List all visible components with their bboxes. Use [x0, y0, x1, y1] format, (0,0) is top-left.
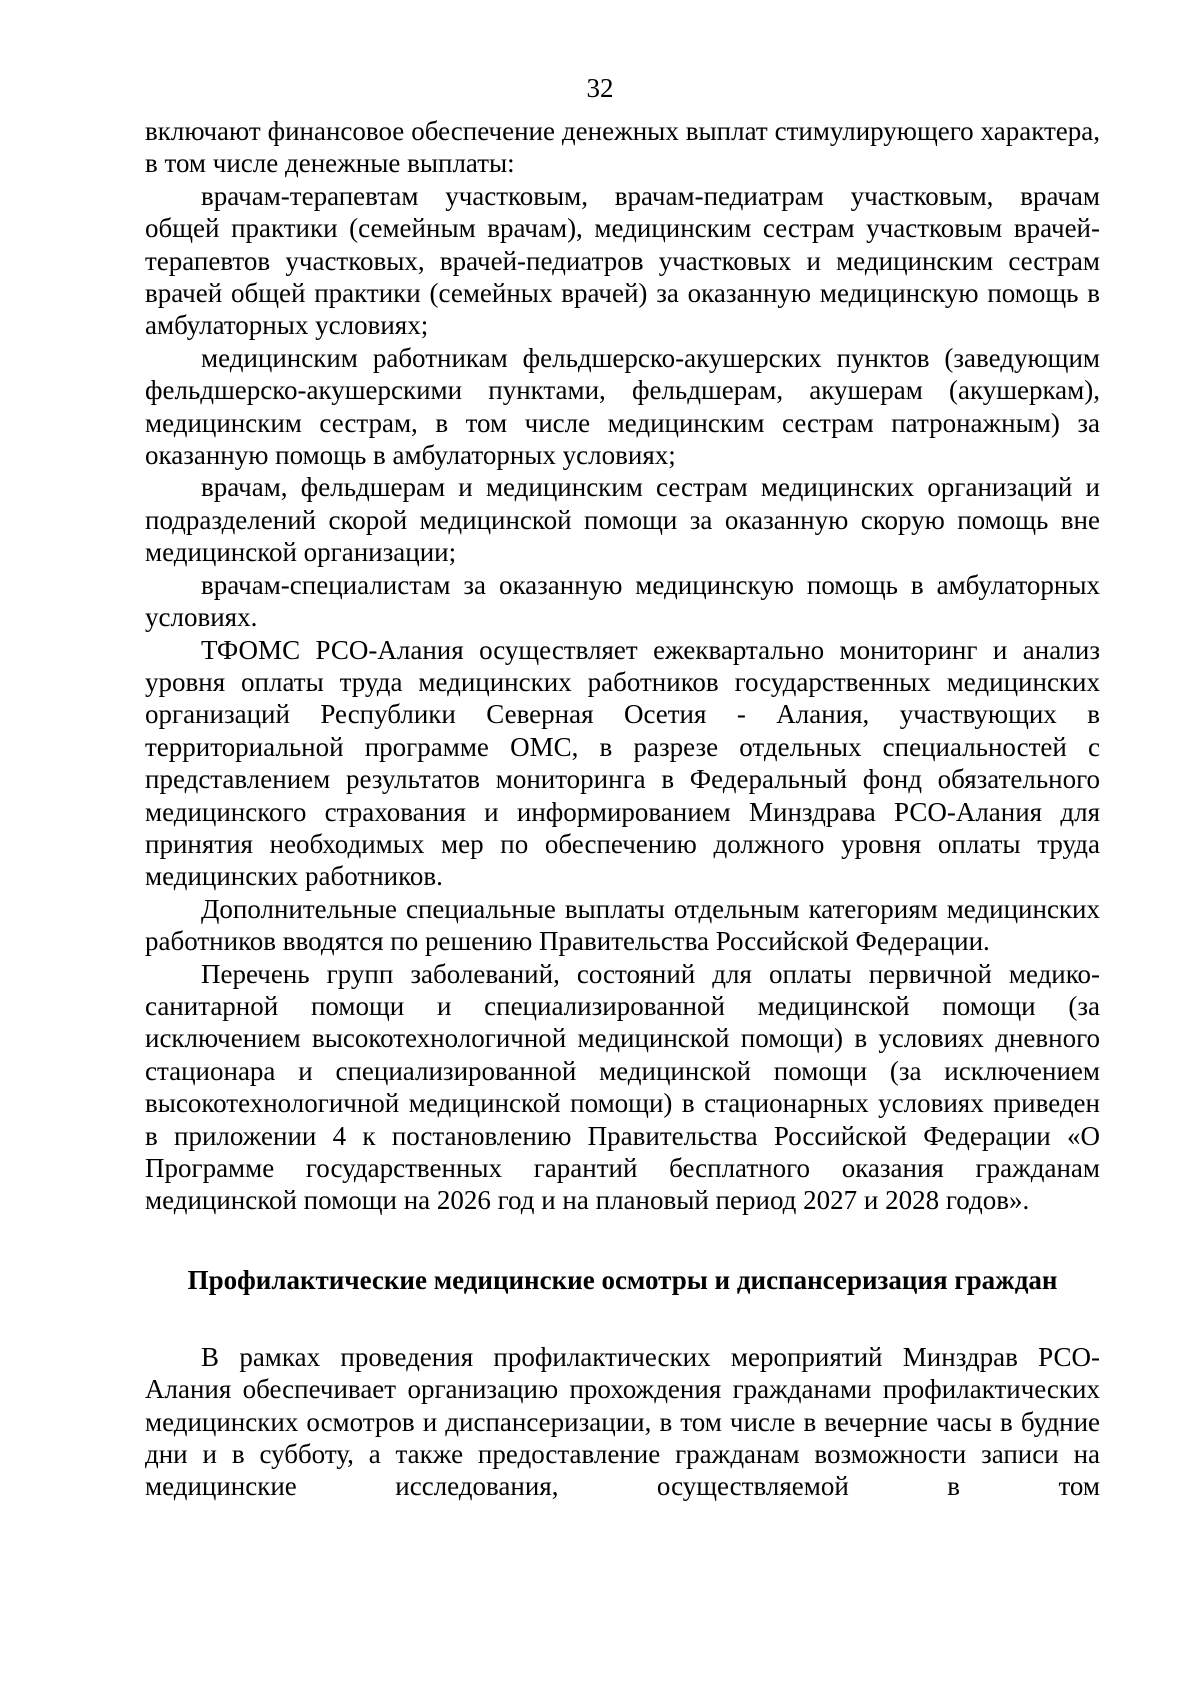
section-heading: Профилактические медицинские осмотры и диспансеризация граждан — [187, 1264, 1058, 1295]
paragraph-disease-groups: Перечень групп заболеваний, состояний для оплаты первичной медико-санитарной помощи и специализированной медицинской помощи (за исключением высокотехнологичной медицинской помощи) в условиях дневного стационара и специализированной медицинской помощи (за исключением высокотехнологичной медицинской помощи) в стационарных условиях приведен в приложении 4 к постановлению Правительства Российской Федерации «О Программе государственных гарантий бесплатного оказания гражданам медицинской помощи на 2026 год и на плановый период 2027 и 2028 годов». — [145, 958, 1100, 1216]
paragraph-therapists: врачам-терапевтам участковым, врачам-педиатрам участковым, врачам общей практики (семейным врачам), медицинским сестрам участковым врачей-терапевтов участковых, врачей-педиатров участковых и медицинским сестрам врачей общей практики (семейных врачей) за оказанную медицинскую помощь в амбулаторных условиях; — [145, 180, 1100, 341]
paragraph-monitoring: ТФОМС РСО-Алания осуществляет ежеквартально мониторинг и анализ уровня оплаты труда медицинских работников государственных медицинских организаций Республики Северная Осетия - Алания, участвующих в территориальной программе ОМС, в разрезе отдельных специальностей с представлением результатов мониторинга в Федеральный фонд обязательного медицинского страхования и информированием Минздрава РСО-Алания для принятия необходимых мер по обеспечению должного уровня оплаты труда медицинских работников. — [145, 634, 1100, 892]
document-body — [145, 115, 1100, 1503]
paragraph-feldsher-points: медицинским работникам фельдшерско-акушерских пунктов (заведующим фельдшерско-акушерскими пунктами, фельдшерам, акушерам (акушеркам), медицинским сестрам, в том числе медицинским сестрам патронажным) за оказанную помощь в амбулаторных условиях; — [145, 342, 1100, 471]
page-number: 32 — [586, 73, 614, 103]
paragraph-preventive-measures: В рамках проведения профилактических мероприятий Минздрав РСО-Алания обеспечивает организацию прохождения гражданами профилактических медицинских осмотров и диспансеризации, в том числе в вечерние часы в будние дни и в субботу, а также предоставление гражданам возможности записи на медицинские исследования, осуществляемой в том — [145, 1341, 1100, 1502]
paragraph-emergency: врачам, фельдшерам и медицинским сестрам медицинских организаций и подразделений скорой медицинской помощи за оказанную скорую помощь вне медицинской организации; — [145, 472, 1100, 568]
paragraph-intro: включают финансовое обеспечение денежных выплат стимулирующего характера, в том числе денежные выплаты: — [145, 116, 1100, 179]
paragraph-additional-payments: Дополнительные специальные выплаты отдельным категориям медицинских работников вводятся по решению Правительства Российской Федерации. — [145, 893, 1100, 957]
paragraph-specialists: врачам-специалистам за оказанную медицинскую помощь в амбулаторных условиях. — [145, 569, 1100, 633]
